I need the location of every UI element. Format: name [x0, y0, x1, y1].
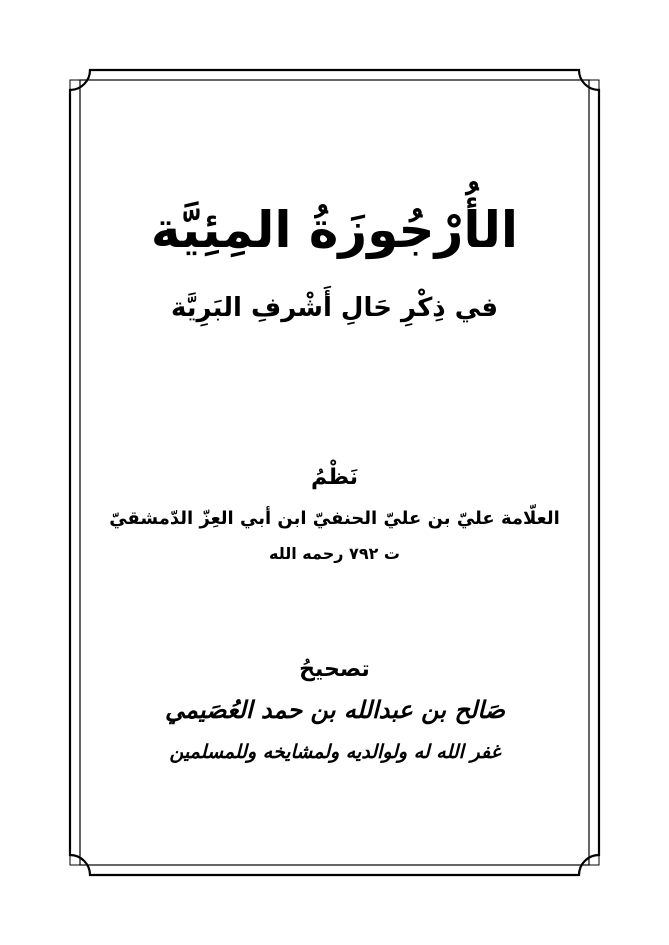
editor-signature	[80, 684, 589, 774]
correction-label: تصحيحُ	[299, 657, 370, 682]
composed-by-label: نَظْمُ	[311, 465, 358, 490]
signature-name: صَالح بن عبدالله بن حمد العُصَيمي	[164, 695, 505, 724]
signature-prayer: غفر الله له ولوالديه ولمشايخه وللمسلمين	[168, 741, 501, 763]
cover-content	[80, 0, 589, 945]
book-subtitle: في ذِكْرِ حَالِ أَشْرفِ البَرِيَّة	[170, 293, 499, 323]
author-name: العلّامة عليّ بن عليّ الحنفيّ ابن أبي العِزّ الدّمشقيّ	[109, 508, 560, 529]
author-death-note: ت ٧٩٢ رحمه الله	[269, 544, 400, 563]
book-title: الأُرْجُوزَةُ المِئِيَّة	[150, 201, 519, 259]
signature-calligraphy	[165, 684, 505, 774]
